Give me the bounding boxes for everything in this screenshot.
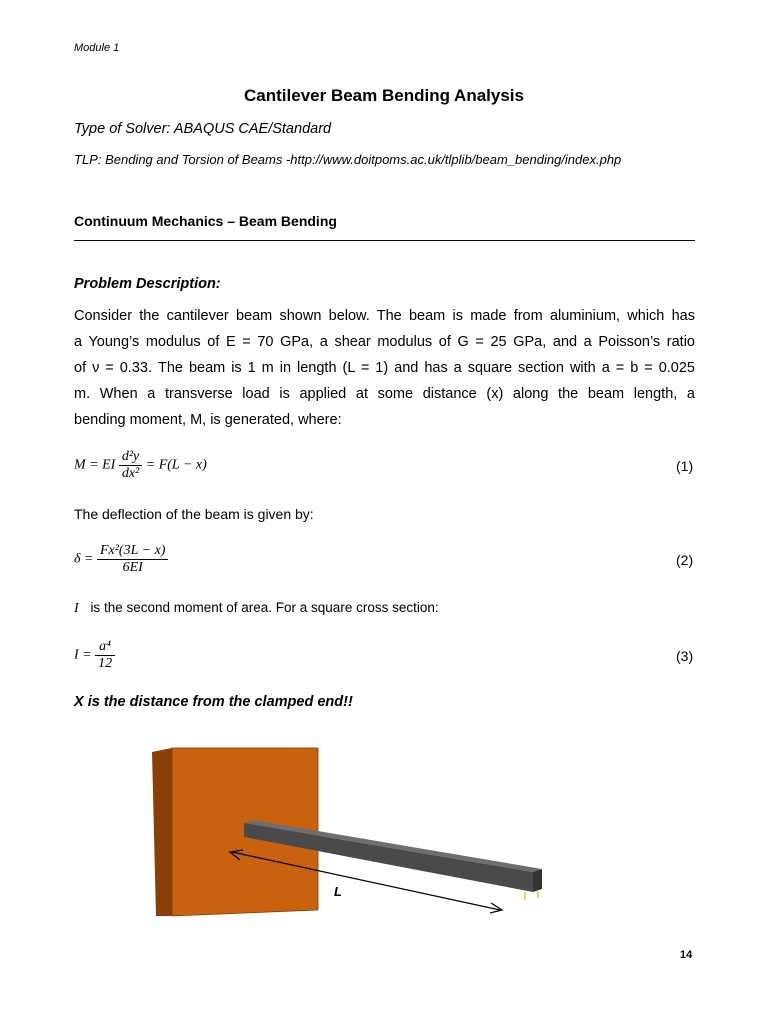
paragraph-line: m. When a transverse load is applied at some distance (x) along the beam length, a bbox=[74, 386, 695, 402]
paragraph-line: Consider the cantilever beam shown below. The beam is made from aluminium, which has bbox=[74, 308, 695, 324]
equation-2-number: (2) bbox=[676, 552, 694, 568]
eq1-denominator: dx² bbox=[121, 466, 140, 481]
equation-2 bbox=[74, 543, 168, 576]
eq3-denominator: 12 bbox=[98, 656, 113, 671]
eq1-lhs: M = EI bbox=[74, 457, 116, 473]
tlp-line: TLP: Bending and Torsion of Beams -http://www.doitpoms.ac.uk/tlplib/beam_bending/index.php bbox=[74, 152, 622, 167]
eq3-fraction bbox=[95, 639, 115, 672]
paragraph-line: a Young’s modulus of E = 70 GPa, a shear modulus of G = 25 GPa, and a Poisson’s ratio bbox=[74, 334, 695, 350]
clamped-note: X is the distance from the clamped end!! bbox=[74, 694, 353, 710]
section-divider bbox=[74, 240, 695, 241]
paragraph-line: of ν = 0.33. The beam is 1 m in length (L = 1) and has a square section with a = b = 0.025 bbox=[74, 360, 695, 376]
problem-heading: Problem Description: bbox=[74, 276, 221, 292]
eq1-fraction bbox=[119, 449, 142, 482]
eq2-lhs: δ = bbox=[74, 551, 94, 567]
eq3-lhs: I = bbox=[74, 647, 92, 663]
paragraph-line: bending moment, M, is generated, where: bbox=[74, 412, 342, 428]
deflection-text: The deflection of the beam is given by: bbox=[74, 506, 314, 522]
beam-end-face bbox=[533, 869, 542, 892]
eq2-numerator: Fx²(3L − x) bbox=[97, 543, 168, 560]
wall-side-face bbox=[152, 748, 172, 916]
eq2-fraction bbox=[97, 543, 168, 576]
equation-1-number: (1) bbox=[676, 458, 694, 474]
equation-3-number: (3) bbox=[676, 648, 694, 664]
second-moment-text: is the second moment of area. For a square cross section: bbox=[90, 600, 439, 615]
module-label: Module 1 bbox=[74, 42, 120, 54]
equation-1 bbox=[74, 449, 207, 482]
eq1-rhs: = F(L − x) bbox=[145, 457, 207, 473]
page-number: 14 bbox=[680, 949, 693, 961]
solver-line: Type of Solver: ABAQUS CAE/Standard bbox=[74, 121, 332, 137]
equation-3 bbox=[74, 639, 115, 672]
eq3-numerator: a⁴ bbox=[95, 639, 115, 656]
eq2-denominator: 6EI bbox=[122, 560, 143, 575]
section-heading: Continuum Mechanics – Beam Bending bbox=[74, 213, 337, 229]
length-label: L bbox=[334, 884, 342, 899]
page-title: Cantilever Beam Bending Analysis bbox=[244, 86, 524, 105]
problem-paragraph bbox=[74, 303, 695, 433]
second-moment-line bbox=[74, 600, 439, 617]
second-moment-symbol: I bbox=[74, 601, 79, 616]
eq1-numerator: d²y bbox=[119, 449, 142, 466]
cantilever-figure bbox=[140, 740, 560, 930]
